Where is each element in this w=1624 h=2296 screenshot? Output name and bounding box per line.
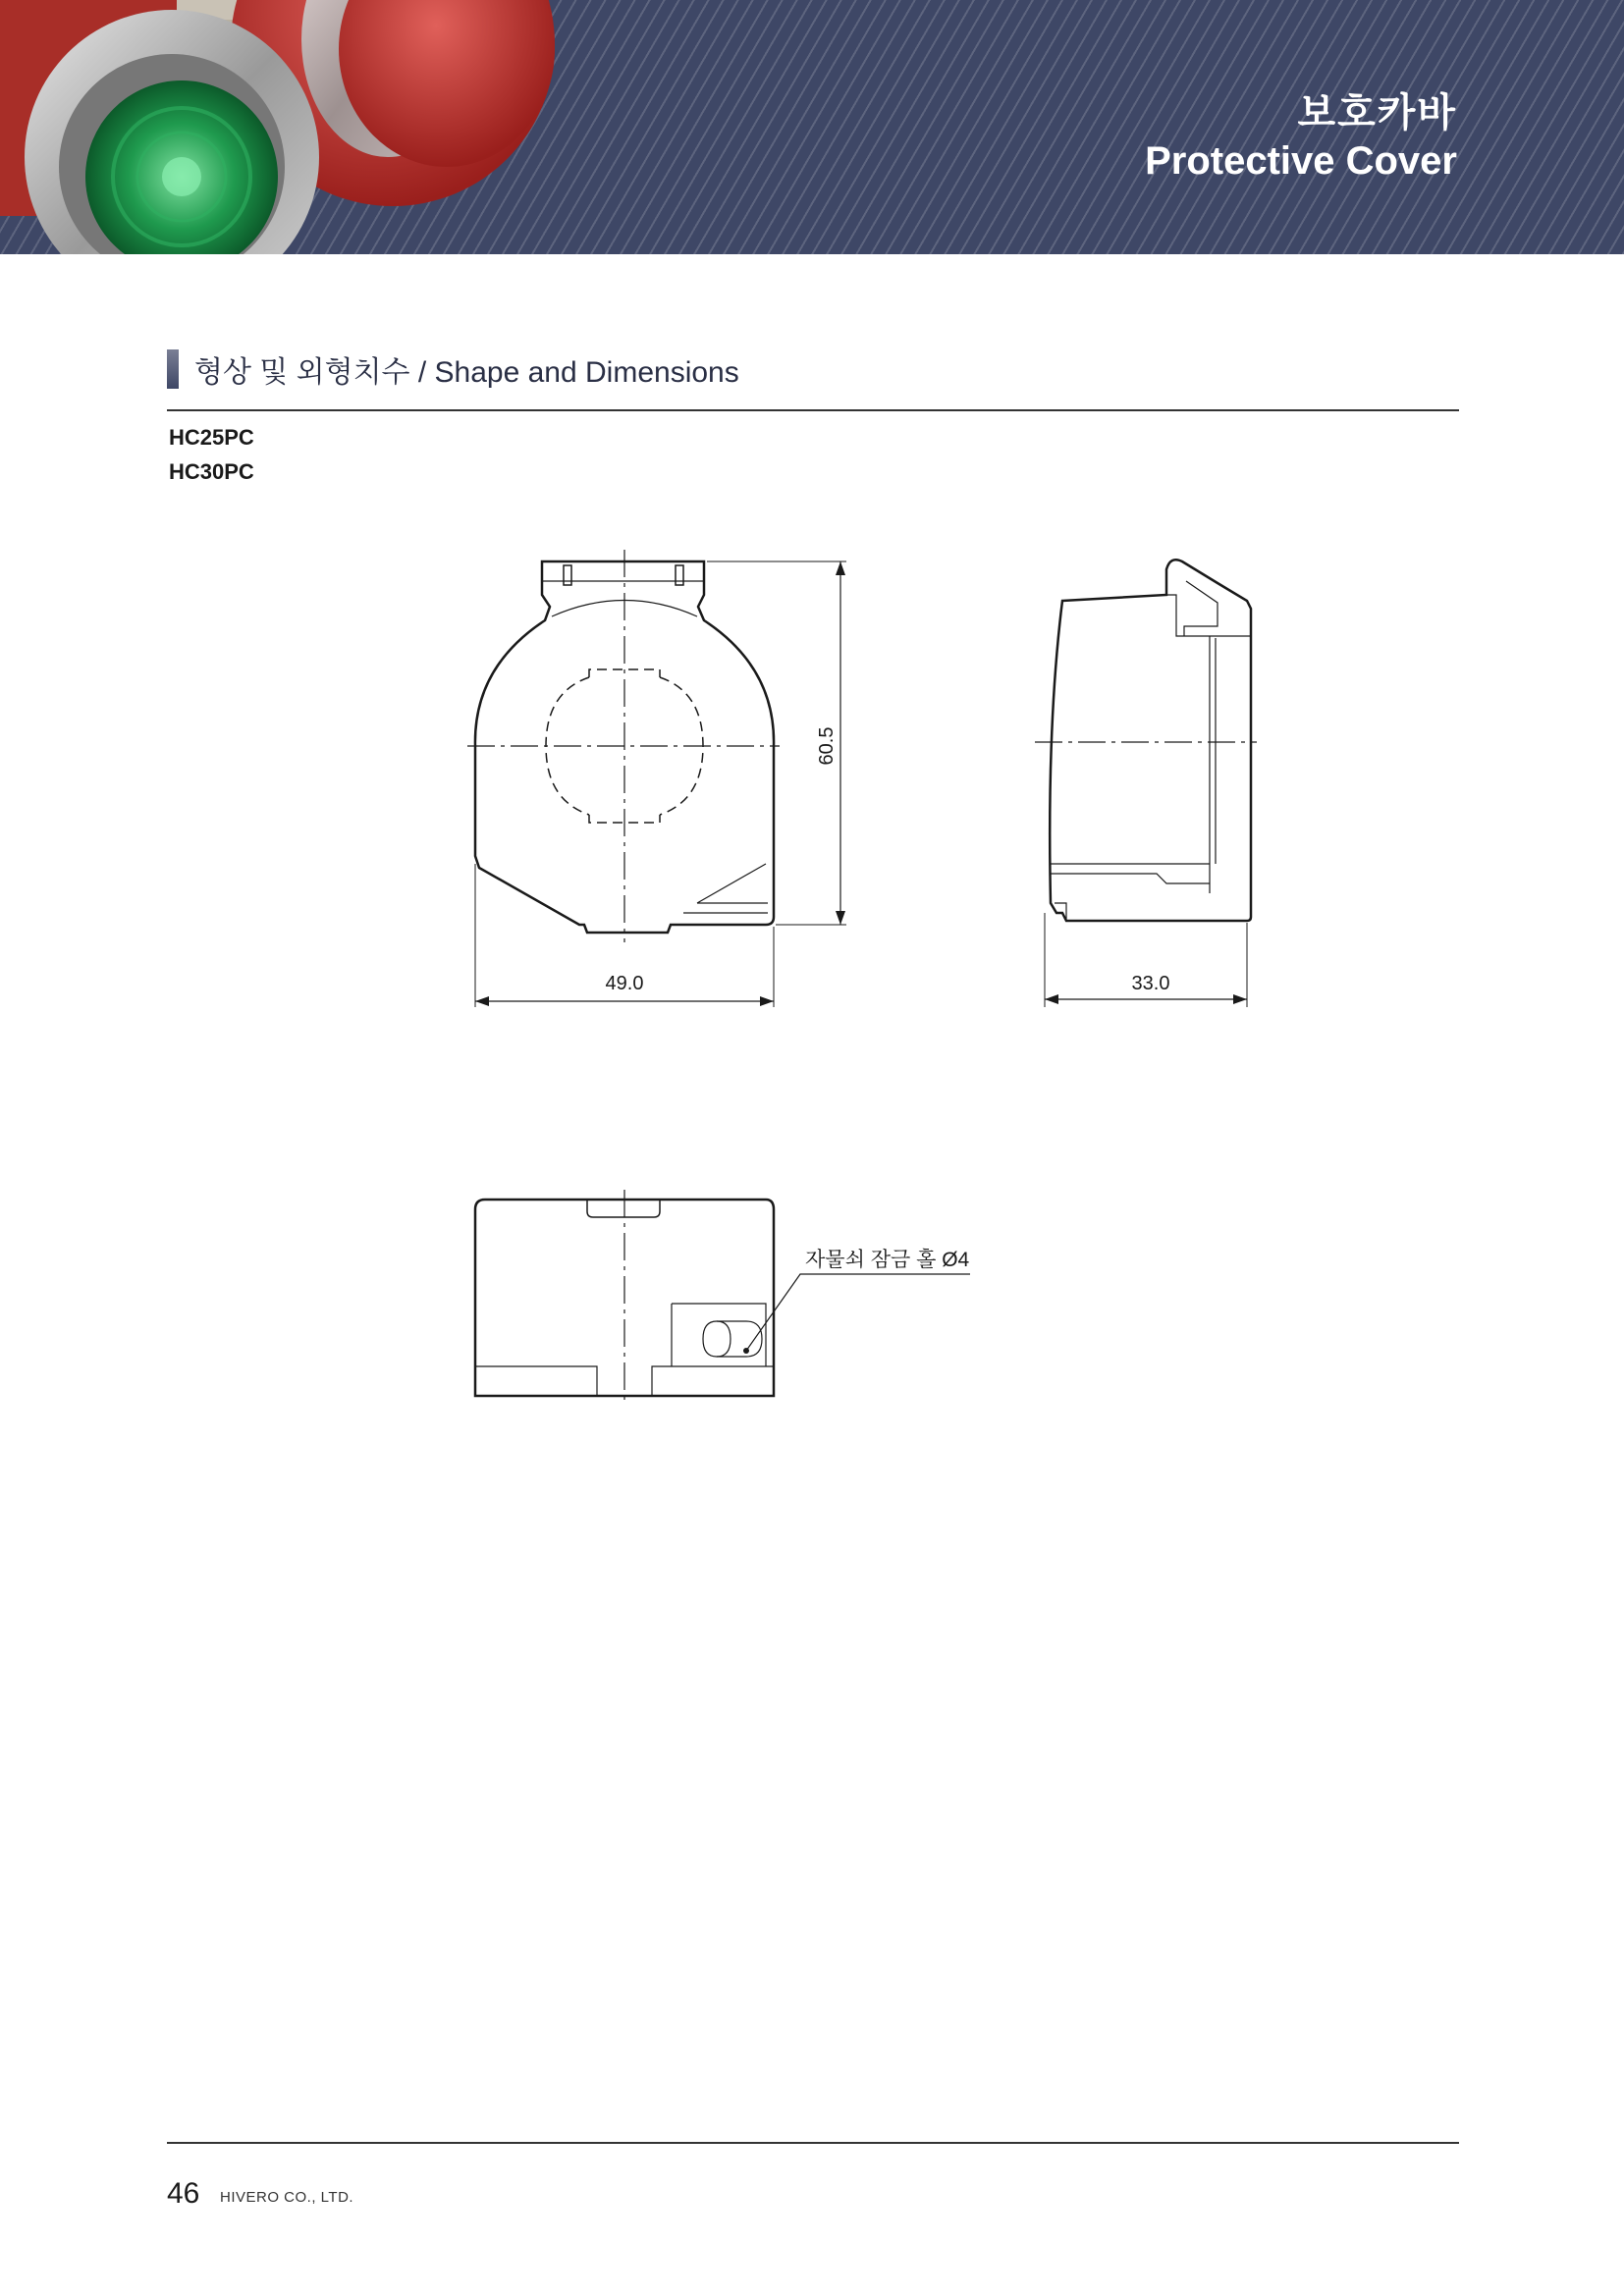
footer-divider — [167, 2142, 1459, 2144]
dimension-depth: 33.0 — [1131, 973, 1170, 994]
model-code-1: HC25PC — [169, 425, 254, 450]
page-title-korean: 보호카바 — [1297, 91, 1457, 134]
section-title: 형상 및 외형치수 / Shape and Dimensions — [194, 356, 739, 389]
page-title-english: Protective Cover — [1145, 139, 1457, 183]
lock-hole-label: 자물쇠 잠금 홀 Ø4 — [805, 1249, 970, 1271]
dimension-width: 49.0 — [605, 973, 644, 994]
dimension-height: 60.5 — [816, 726, 838, 766]
bottom-view — [475, 1190, 970, 1404]
front-view — [467, 550, 846, 1007]
model-code-2: HC30PC — [169, 459, 254, 484]
page-number: 46 — [167, 2177, 200, 2210]
company-name: HIVERO CO., LTD. — [220, 2189, 354, 2206]
side-view — [1035, 560, 1257, 1007]
